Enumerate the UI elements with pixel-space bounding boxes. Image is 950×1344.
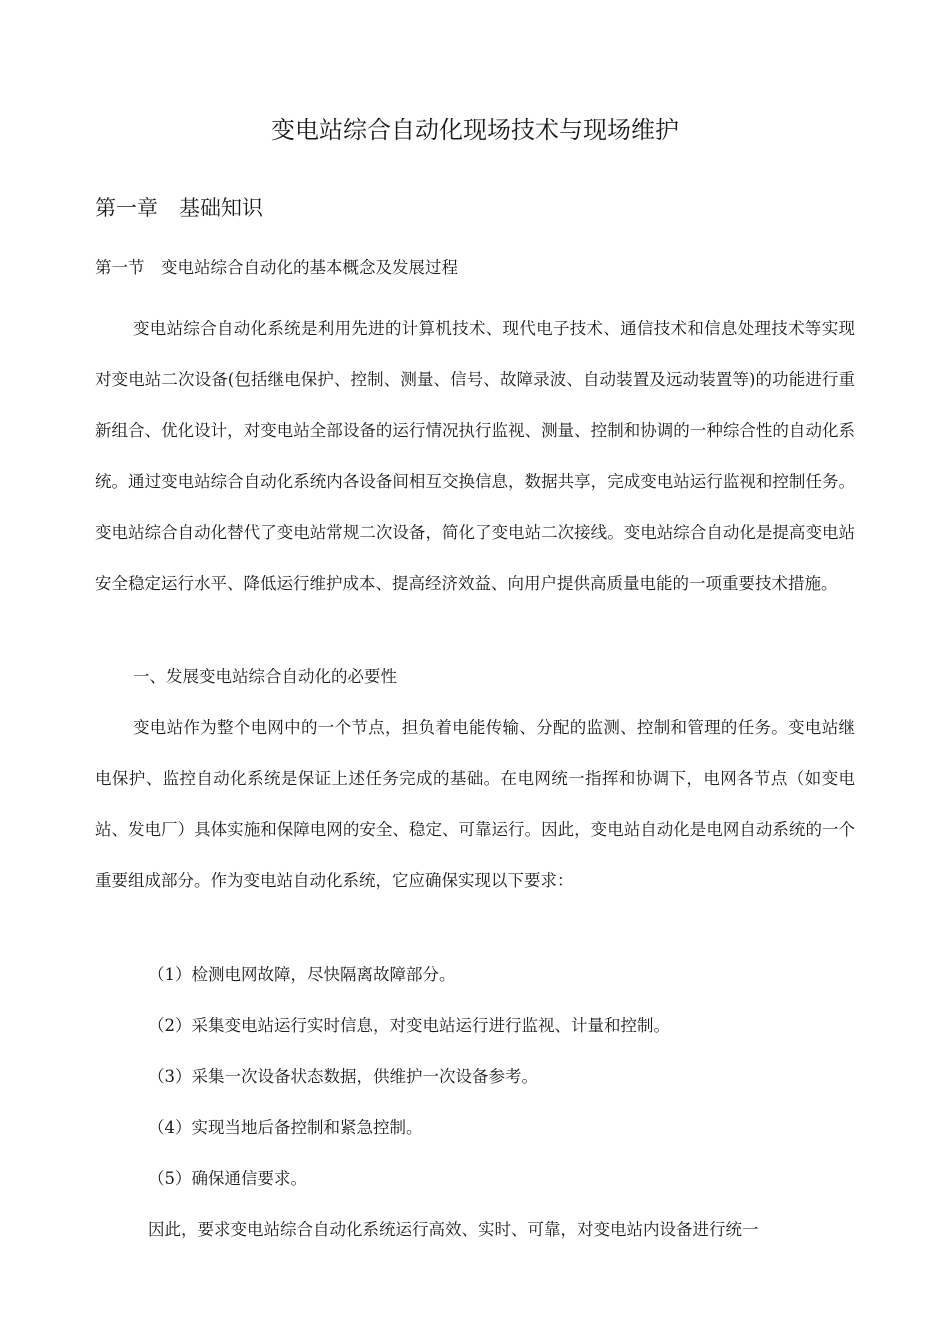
- list-item: （3）采集一次设备状态数据，供维护一次设备参考。: [148, 1067, 538, 1086]
- list-item: （4）实现当地后备控制和紧急控制。: [148, 1118, 423, 1137]
- section-heading: 第一节 变电站综合自动化的基本概念及发展过程: [95, 258, 458, 277]
- requirements-list: [148, 949, 670, 1204]
- document-title: 变电站综合自动化现场技术与现场维护: [271, 116, 679, 144]
- subheading-necessity: 一、发展变电站综合自动化的必要性: [133, 667, 397, 686]
- list-item: （2）采集变电站运行实时信息，对变电站运行进行监视、计量和控制。: [148, 1016, 670, 1035]
- chapter-heading: 第一章 基础知识: [95, 196, 263, 220]
- intro-paragraph: 变电站综合自动化系统是利用先进的计算机技术、现代电子技术、通信技术和信息处理技术等实现对变电站二次设备(包括继电保护、控制、测量、信号、故障录波、自动装置及远动装置等)的功能进行重新组合、优化设计，对变电站全部设备的运行情况执行监视、测量、控制和协调的一种综合性的自动化系统。通过变电站综合自动化系统内各设备间相互交换信息，数据共享，完成变电站运行监视和控制任务。变电站综合自动化替代了变电站常规二次设备，简化了变电站二次接线。变电站综合自动化是提高变电站安全稳定运行水平、降低运行维护成本、提高经济效益、向用户提供高质量电能的一项重要技术措施。: [95, 319, 855, 593]
- list-item: （1）检测电网故障，尽快隔离故障部分。: [148, 965, 456, 984]
- necessity-paragraph: 变电站作为整个电网中的一个节点，担负着电能传输、分配的监测、控制和管理的任务。变电站继电保护、监控自动化系统是保证上述任务完成的基础。在电网统一指挥和协调下，电网各节点（如变电站、发电厂）具体实施和保障电网的安全、稳定、可靠运行。因此，变电站自动化是电网自动系统的一个重要组成部分。作为变电站自动化系统，它应确保实现以下要求：: [95, 718, 855, 890]
- list-item: （5）确保通信要求。: [148, 1169, 307, 1188]
- conclusion-paragraph: 因此，要求变电站综合自动化系统运行高效、实时、可靠，对变电站内设备进行统一: [148, 1220, 759, 1239]
